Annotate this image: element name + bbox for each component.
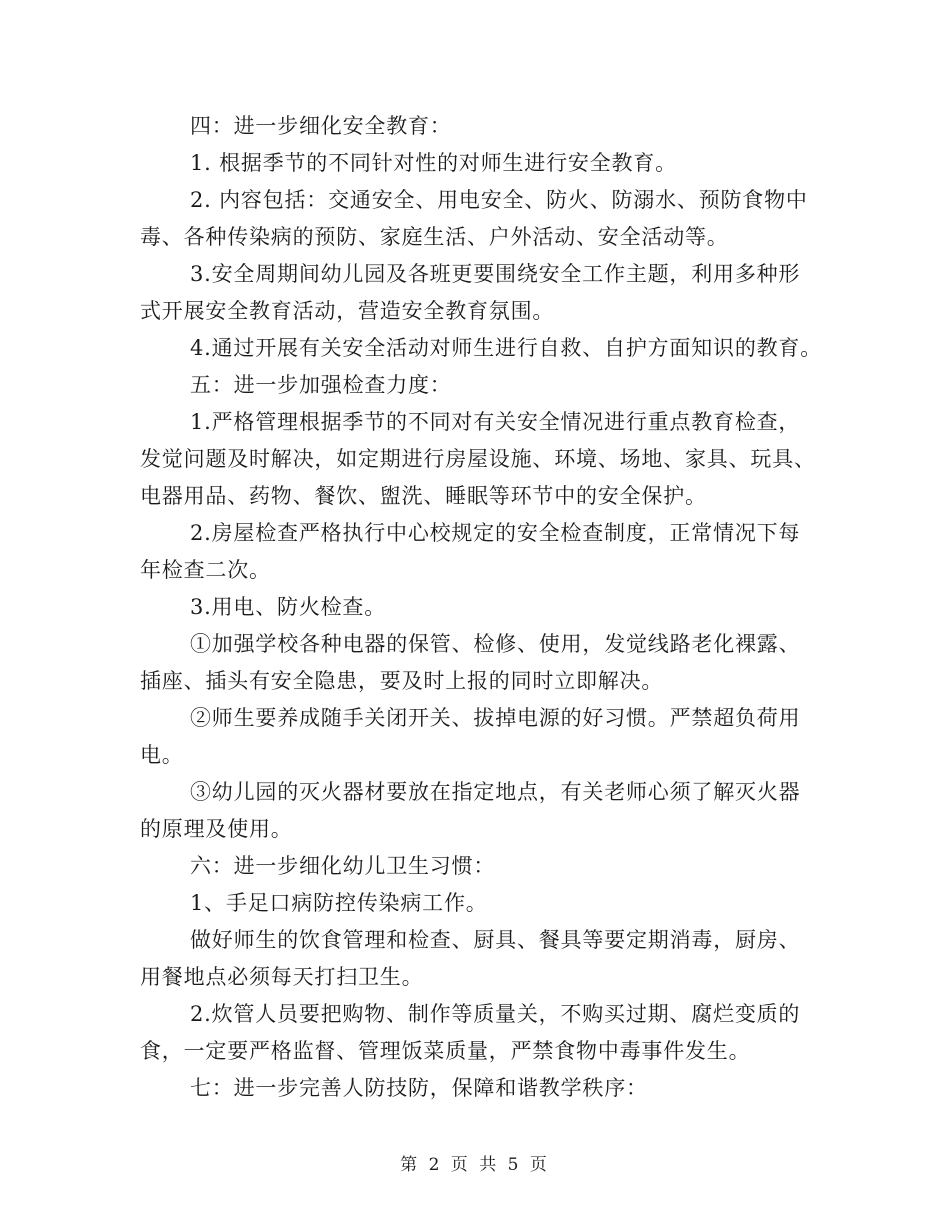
paragraph-line: ②师生要养成随手关闭开关、拔掉电源的好习惯。严禁超负荷用 xyxy=(190,706,801,730)
page-number-footer: 第 2 页 共 5 页 xyxy=(400,1155,550,1175)
paragraph-line: 毒、各种传染病的预防、家庭生活、户外活动、安全活动等。 xyxy=(140,225,729,249)
paragraph-line: ①加强学校各种电器的保管、检修、使用，发觉线路老化裸露、 xyxy=(190,632,801,656)
paragraph-line: 电。 xyxy=(140,743,184,767)
paragraph-line: 式开展安全教育活动，营造安全教育氛围。 xyxy=(140,299,555,323)
paragraph-line: 用餐地点必须每天打扫卫生。 xyxy=(140,965,424,989)
paragraph-line: 的原理及使用。 xyxy=(140,817,293,841)
section-heading-4: 四：进一步细化安全教育： xyxy=(190,114,452,138)
paragraph-line: 1.严格管理根据季节的不同对有关安全情况进行重点教育检查， xyxy=(190,410,801,434)
paragraph-line: 4.通过开展有关安全活动对师生进行自救、自护方面知识的教育。 xyxy=(190,336,823,360)
paragraph-line: ③幼儿园的灭火器材要放在指定地点，有关老师心须了解灭火器 xyxy=(190,780,801,804)
paragraph-line: 插座、插头有安全隐患，要及时上报的同时立即解决。 xyxy=(140,669,664,693)
paragraph-line: 食，一定要严格监督、管理饭菜质量，严禁食物中毒事件发生。 xyxy=(140,1039,751,1063)
paragraph-line: 做好师生的饮食管理和检查、厨具、餐具等要定期消毒，厨房、 xyxy=(190,928,801,952)
paragraph-line: 年检查二次。 xyxy=(140,558,271,582)
paragraph-line: 2.房屋检查严格执行中心校规定的安全检查制度，正常情况下每 xyxy=(190,521,801,545)
section-heading-6: 六：进一步细化幼儿卫生习惯： xyxy=(190,854,496,878)
paragraph-line: 1、手足口病防控传染病工作。 xyxy=(190,891,488,915)
paragraph-line: 2. 内容包括：交通安全、用电安全、防火、防溺水、预防食物中 xyxy=(190,188,808,212)
paragraph-line: 3.安全周期间幼儿园及各班更要围绕安全工作主题，利用多种形 xyxy=(190,262,801,286)
section-heading-7: 七：进一步完善人防技防，保障和谐教学秩序： xyxy=(190,1076,648,1100)
paragraph-line: 发觉问题及时解决，如定期进行房屋设施、环境、场地、家具、玩具、 xyxy=(140,447,816,471)
paragraph-line: 电器用品、药物、餐饮、盥洗、睡眠等环节中的安全保护。 xyxy=(140,484,707,508)
paragraph-line: 2.炊管人员要把购物、制作等质量关，不购买过期、腐烂变质的 xyxy=(190,1002,801,1026)
paragraph-line: 3.用电、防火检查。 xyxy=(190,595,387,619)
section-heading-5: 五：进一步加强检查力度： xyxy=(190,373,452,397)
paragraph-line: 1. 根据季节的不同针对性的对师生进行安全教育。 xyxy=(190,151,677,175)
